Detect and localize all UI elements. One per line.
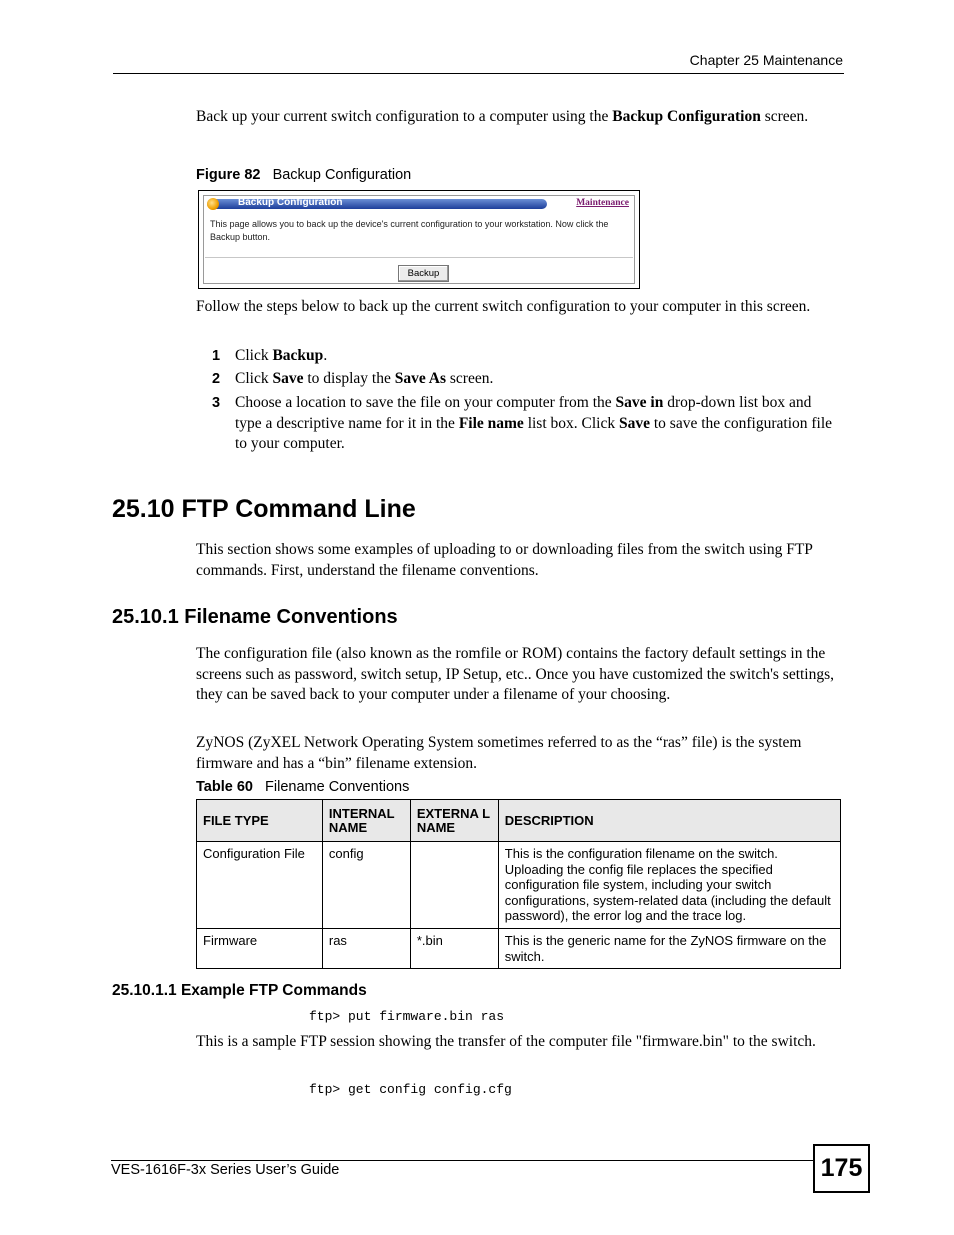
page-number: 175 [813, 1144, 870, 1193]
footer-rule [111, 1160, 813, 1161]
figure-label: Figure 82 [196, 167, 261, 183]
step-bold: Save [272, 370, 304, 387]
subsection-paragraph-2: ZyNOS (ZyXEL Network Operating System sometimes referred to as the “ras” file) is the system firmware and has a “bin” filename extension. [196, 734, 802, 772]
figure-description: This page allows you to back up the device's current configuration to your workstation. Now click the Backup button. [210, 219, 609, 242]
table-cell: *.bin [410, 929, 498, 969]
step-number: 2 [212, 371, 221, 387]
table-header-row [197, 800, 841, 842]
table-label: Table 60 [196, 779, 253, 795]
table-header-cell: DESCRIPTION [498, 800, 840, 842]
step-3 [235, 393, 841, 455]
step-text: Click [235, 347, 273, 364]
step-2 [235, 369, 841, 390]
step-number: 3 [212, 395, 221, 411]
backup-button[interactable]: Backup [398, 265, 449, 282]
step-text: Click [235, 370, 273, 387]
intro-bold: Backup Configuration [612, 108, 761, 125]
step-bold: Save [618, 414, 650, 432]
intro-paragraph [196, 107, 842, 128]
backup-configuration-figure [198, 190, 640, 289]
table-cell [410, 842, 498, 929]
table-header-cell: INTERNAL NAME [322, 800, 410, 842]
guide-title: VES-1616F-3x Series User’s Guide [111, 1162, 340, 1178]
step-text: to display the [303, 370, 395, 387]
maintenance-link[interactable]: Maintenance [576, 198, 629, 208]
ftp-command-get: ftp> get config config.cfg [309, 1082, 512, 1097]
step-1 [235, 346, 841, 367]
step-text: list box. Click [523, 414, 619, 432]
figure-caption [196, 167, 411, 183]
table-cell: This is the configuration filename on the switch. Uploading the config file replaces the specified configuration file system, including your switch configurations, system-related data (including the default password), the error log and the trace log. [498, 842, 840, 929]
step-text: . [323, 347, 328, 364]
screen-title: Backup Configuration [238, 197, 343, 208]
section-body: This section shows some examples of uploading to or downloading files from the switch using FTP commands. First, understand the filename conventions. [196, 541, 813, 579]
intro-text-end: screen. [760, 108, 809, 125]
table-row [197, 929, 841, 969]
table-cell: This is the generic name for the ZyNOS firmware on the switch. [498, 929, 840, 969]
subsection-heading: 25.10.1 Filename Conventions [112, 606, 398, 628]
figure-title-bar [207, 198, 629, 211]
step-bold: File name [458, 414, 524, 432]
table-cell: Firmware [197, 929, 323, 969]
step-text: to save the configuration file to your computer. [235, 414, 833, 452]
figure-panel [203, 195, 635, 284]
step-text: Choose a location to save the file on your computer from the [235, 394, 616, 411]
table-header-cell: FILE TYPE [197, 800, 323, 842]
header-rule [113, 73, 844, 74]
figure-separator [205, 257, 633, 258]
table-caption [196, 779, 409, 795]
example-description: This is a sample FTP session showing the transfer of the computer file "firmware.bin" to the switch. [196, 1033, 816, 1050]
chapter-header: Chapter 25 Maintenance [689, 52, 843, 68]
example-heading: 25.10.1.1 Example FTP Commands [112, 982, 367, 999]
figure-caption-text: Backup Configuration [272, 167, 412, 183]
step-number: 1 [212, 348, 221, 364]
steps-intro: Follow the steps below to back up the current switch configuration to your computer in this screen. [196, 298, 811, 315]
table-cell: ras [322, 929, 410, 969]
table-cell: config [322, 842, 410, 929]
section-heading: 25.10 FTP Command Line [112, 495, 416, 523]
intro-text: Back up your current switch configuration to a computer using the [196, 108, 613, 125]
orange-dot-icon [207, 198, 219, 210]
step-bold: Save As [394, 370, 446, 387]
step-text: drop-down list box and type a descriptive name for it in the [235, 394, 812, 432]
step-bold: Backup [272, 347, 324, 364]
table-header-cell: EXTERNA L NAME [410, 800, 498, 842]
ftp-command-put: ftp> put firmware.bin ras [309, 1009, 505, 1024]
step-bold: Save in [615, 394, 664, 411]
table-cell: Configuration File [197, 842, 323, 929]
filename-conventions-table [196, 799, 841, 969]
table-row [197, 842, 841, 929]
subsection-paragraph-1: The configuration file (also known as the romfile or ROM) contains the factory default settings in the screens such as password, switch setup, IP Setup, etc.. Once you have customized the switch's settings, they can be saved back to your computer under a filename of your choosing. [196, 645, 835, 703]
step-text: screen. [446, 370, 494, 387]
table-caption-text: Filename Conventions [265, 779, 410, 795]
